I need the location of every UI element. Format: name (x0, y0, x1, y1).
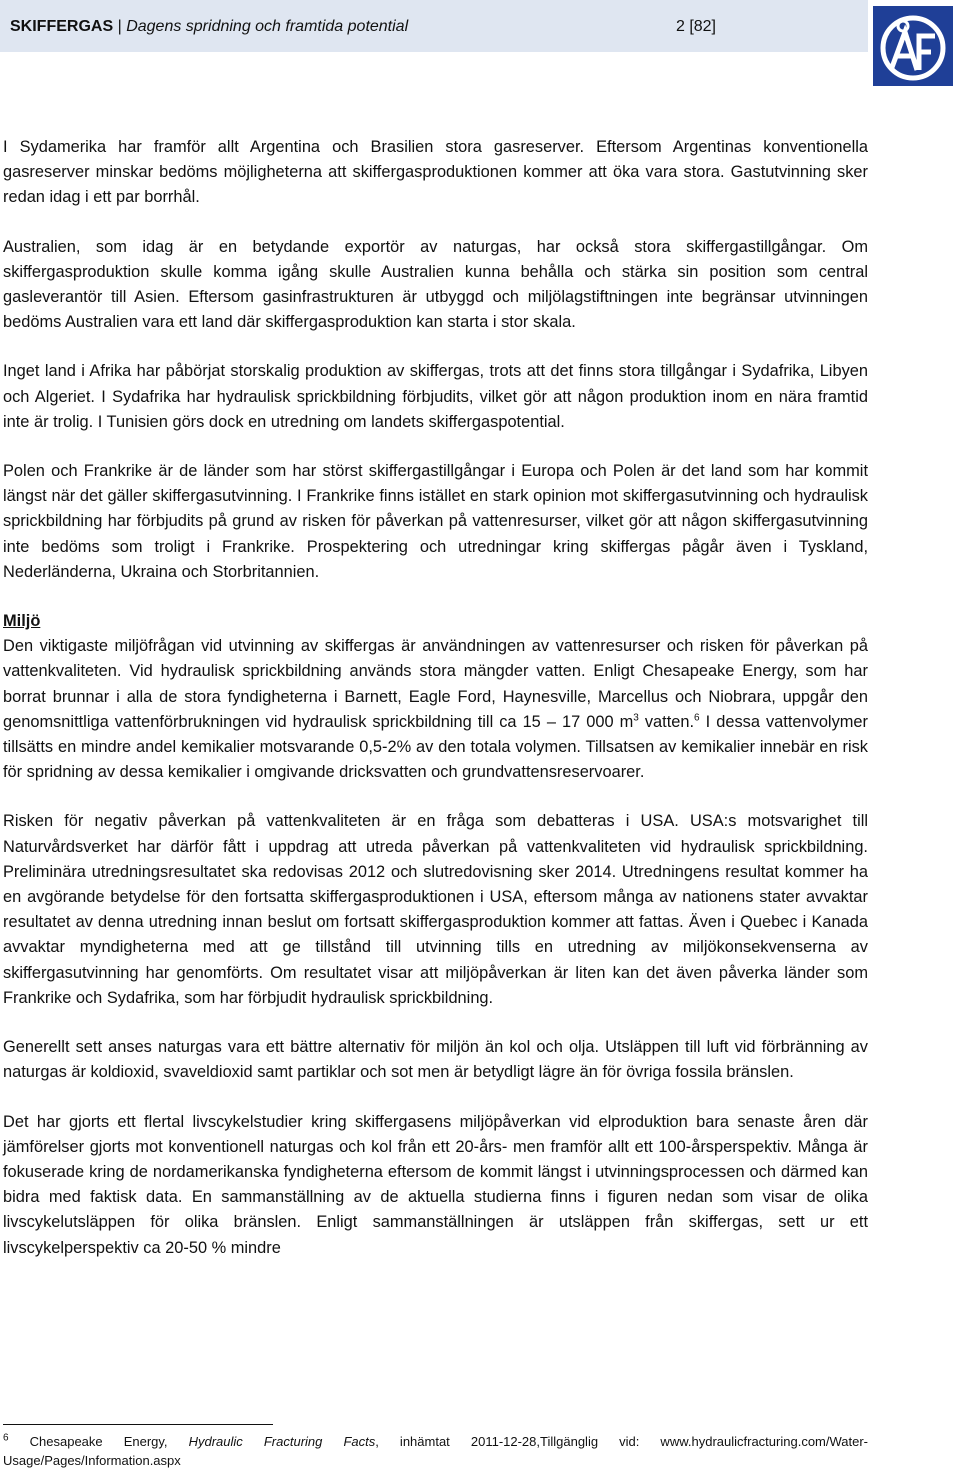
footnote-reference[interactable]: 6 (694, 712, 700, 724)
paragraph-australien: Australien, som idag är en betydande exportör av naturgas, har också stora skiffergastillgångar. Om skiffergasproduktion skulle komma igång skulle Australien kunna behålla och stärka sin position som central gasleverantör till Asien. Eftersom gasinfrastrukturen är utbyggd och miljölagstiftningen inte begränsar utvinningen bedöms Australien vara ett land där skiffergasproduktion kan starta i stor skala. (3, 237, 868, 332)
footnote: $^6$ Chesapeake Energy, Hydraulic Fracturing Facts, inhämtat 2011-12-28,Tillgänglig vid: www.hydraulicfracturing.com/Water-Usage/Pages/Information.aspx (3, 1432, 869, 1468)
page-header (0, 0, 868, 52)
page-number: 2 [82] (675, 18, 716, 35)
superscript-cubed: 3 (633, 712, 639, 724)
af-logo-icon (873, 6, 953, 86)
footnote-title: Hydraulic Fracturing Facts (188, 1434, 376, 1449)
body-text (3, 135, 868, 1261)
footnote-divider (3, 1424, 273, 1425)
doc-title: SKIFFERGAS (10, 18, 114, 35)
paragraph-livscykel: Det har gjorts ett flertal livscykelstudier kring skiffergasens miljöpåverkan vid elproduktion bara senaste åren där jämförelser gjorts mot konventionell naturgas och kol från ett 20-års- men framför allt ett 100-årsperspektiv. Många är fokuserade kring de nordamerikanska fyndigheterna eftersom de kommit längst i utvinningsprocessen och därmed kan bidra med faktisk data. En sammanställning av de aktuella studierna finns i figuren nedan som visar de olika livscykelutsläppen för olika bränslen. Enligt sammanställningen är utsläppen från skiffergas, sett ur ett livscykelperspektiv ca 20-50 % mindre (3, 1112, 868, 1257)
paragraph-vattenresurser: Den viktigaste miljöfrågan vid utvinning av skiffergas är användningen av vattenresurser och risken för påverkan på vattenkvaliteten. Vid hydraulisk sprickbildning används stora mängder vatten. Enligt Chesapeake Energy, som har borrat brunnar i alla de stora fyndigheterna i Barnett, Eagle Ford, Haynesville, Marcellus och Niobrara, uppgår den genomsnittliga vattenförbrukningen vid hydraulisk sprickbildning till ca 15 – 17 000 $m^3$ vatten.$^6$ I dessa vattenvolymer tillsätts en mindre andel kemikalier motsvarande 0,5-2% av den totala volymen. Tillsatsen av kemikalier innebär en risk för spridning av dessa kemikalier i omgivande dricksvatten och grundvattensreservoarer. (3, 637, 868, 782)
paragraph-utslapp: Generellt sett anses naturgas vara ett bättre alternativ för miljön än kol och olja. Utsläppen till luft vid förbränning av naturgas är koldioxid, svaveldioxid samt partiklar och sot men är betydligt lägre än för övriga fossila bränslen. (3, 1038, 868, 1082)
header-title (10, 16, 408, 38)
paragraph-europa: Polen och Frankrike är de länder som har störst skiffergastillgångar i Europa och Polen är det land som har kommit längst när det gäller skiffergasutvinning. I Frankrike finns istället en stark opinion mot skiffergasutvinning och hydraulisk sprickbildning har förbjudits på grund av risken för påverkan på vattenresurser, vilket gör att någon skiffergasutvinning inte bedöms som troligt i Frankrike. Prospektering och utredningar kring skiffergas pågår även i Tyskland, Nederländerna, Ukraina och Storbritannien. (3, 462, 868, 581)
paragraph-afrika: Inget land i Afrika har påbörjat storskalig produktion av skiffergas, trots att det finns stora tillgångar i Sydafrika, Libyen och Algeriet. I Sydafrika har hydraulisk sprickbildning förbjudits, vilket gör att någon produktion inom en nära framtid inte är trolig. I Tunisien görs dock en utredning om landets skiffergaspotential. (3, 362, 868, 431)
footnote-source: , inhämtat 2011-12-28,Tillgänglig vid: www.hydraulicfracturing.com/Water-Usage/Pages/Information.aspx (3, 1434, 869, 1468)
header-separator: | (117, 18, 122, 35)
paragraph-sydamerika: I Sydamerika har framför allt Argentina och Brasilien stora gasreserver. Eftersom Argentinas konventionella gasreserver minskar bedöms möjligheterna att skiffergasproduktionen kommer att öka vara stora. Gastutvinning sker redan idag i ett par borrhål. (3, 138, 868, 207)
doc-subtitle: Dagens spridning och framtida potential (126, 18, 409, 35)
footnote-number: 6 (3, 1432, 9, 1444)
paragraph-vattenkvalitet: Risken för negativ påverkan på vattenkvaliteten är en fråga som debatteras i USA. USA:s motsvarighet till Naturvårdsverket har därför fått i uppdrag att utreda påverkan på vattenkvaliteten vid hydraulisk sprickbildning. Preliminära utredningsresultatet ska redovisas 2012 och slutredovisning sker 2014. Utredningens resultat kommer ha en avgörande betydelse för den fortsatta skiffergasproduktionen i USA, eftersom många av nationens stater avvaktar resultatet av denna utredning innan beslut om fortsatt skiffergasproduktion kommer att fattas. Även i Quebec i Kanada avvaktar myndigheterna med att ge tillstånd till utvinning tills en utredning av miljökonsekvenserna av skiffergasutvinning har genomförts. Om resultatet visar att miljöpåverkan är liten kan det även påverka länder som Frankrike och Sydafrika, som har förbjudit hydraulisk sprickbildning. (3, 812, 868, 1007)
section-heading-miljo: Miljö (3, 612, 41, 631)
